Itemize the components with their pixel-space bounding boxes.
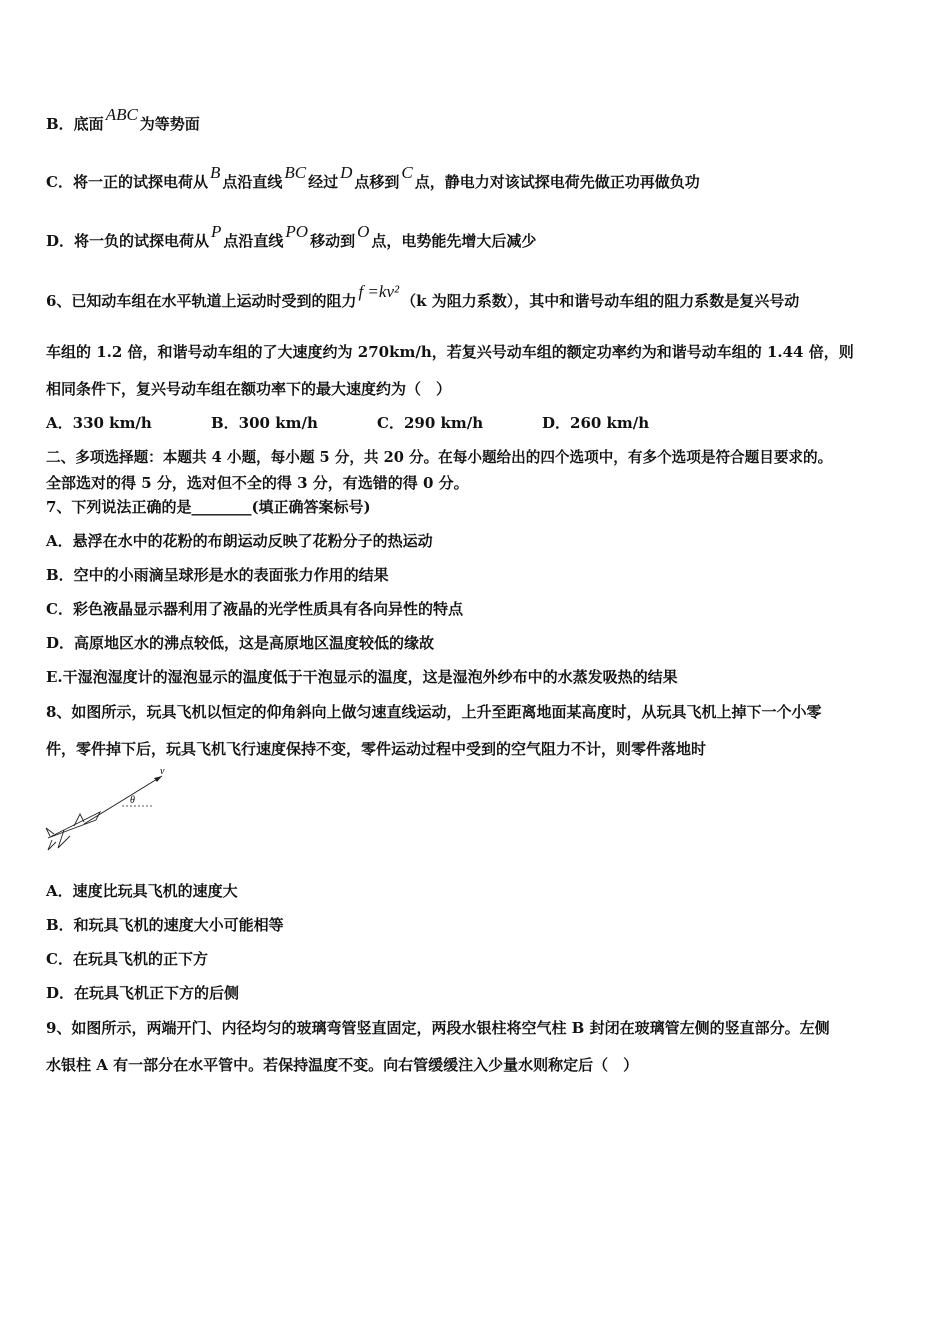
angle-label: θ — [130, 795, 135, 806]
math-symbol: BC — [284, 163, 307, 182]
option-text: D．将一负的试探电荷从 — [46, 232, 210, 250]
math-symbol: PO — [285, 222, 309, 241]
section2-heading-line2: 全部选对的得 5 分，选对但不全的得 3 分，有选错的得 0 分。 — [46, 474, 469, 492]
velocity-arrow-line — [84, 776, 162, 824]
math-symbol: D — [340, 163, 353, 182]
q6-option-b: B．300 km/h — [211, 414, 318, 432]
q7-stem: 7、下列说法正确的是________(填正确答案标号) — [46, 498, 371, 516]
q8-stem-line2: 件，零件掉下后，玩具飞机飞行速度保持不变，零件运动过程中受到的空气阻力不计，则零件落地时 — [46, 740, 707, 758]
q7-option-c: C．彩色液晶显示器利用了液晶的光学性质具有各向异性的特点 — [46, 600, 463, 618]
q6-stem-line3: 相同条件下，复兴号动车组在额功率下的最大速度约为（ ） — [46, 380, 452, 398]
q8-option-c: C．在玩具飞机的正下方 — [46, 950, 208, 968]
q7-option-d: D．高原地区水的沸点较低，这是高原地区温度较低的缘故 — [46, 634, 435, 652]
q6-stem-line1 — [46, 282, 800, 311]
option-text: 点沿直线 — [223, 232, 284, 250]
q6-option-a: A．330 km/h — [46, 414, 152, 432]
q5-option-c — [46, 163, 700, 192]
option-text: 点，静电力对该试探电荷先做正功再做负功 — [414, 173, 700, 191]
q8-option-a: A．速度比玩具飞机的速度大 — [46, 882, 238, 900]
toy-plane-icon — [46, 812, 100, 850]
toy-plane-figure — [44, 766, 174, 856]
q8-stem-line1: 8、如图所示，玩具飞机以恒定的仰角斜向上做匀速直线运动，上升至距离地面某高度时，从玩具飞机上掉下一个小零 — [46, 703, 822, 721]
math-symbol: O — [357, 222, 370, 241]
math-symbol: B — [209, 163, 221, 182]
q9-stem-line2: 水银柱 A 有一部分在水平管中。若保持温度不变。向右管缓缓注入少量水则称定后（ ） — [46, 1056, 639, 1074]
option-text: 点移到 — [354, 173, 400, 191]
q9-stem-line1: 9、如图所示，两端开门、内径均匀的玻璃弯管竖直固定，两段水银柱将空气柱 B 封闭在玻璃管左侧的竖直部分。左侧 — [46, 1019, 830, 1037]
velocity-label: v — [160, 766, 165, 777]
q7-option-b: B．空中的小雨滴呈球形是水的表面张力作用的结果 — [46, 566, 389, 584]
math-symbol: C — [401, 163, 413, 182]
q6-stem-line2: 车组的 1.2 倍，和谐号动车组的了大速度约为 270km/h，若复兴号动车组的额定功率约为和谐号动车组的 1.44 倍，则 — [46, 343, 854, 361]
math-symbol: P — [211, 222, 222, 241]
q5-option-d — [46, 222, 537, 251]
formula: f =kv² — [358, 282, 400, 301]
q8-option-d: D．在玩具飞机正下方的后侧 — [46, 984, 240, 1002]
section2-heading-line1: 二、多项选择题：本题共 4 小题，每小题 5 分，共 20 分。在每小题给出的四个选项中，有多个选项是符合题目要求的。 — [46, 449, 833, 466]
option-text: 点，电势能先增大后减少 — [371, 232, 537, 250]
option-text: C．将一正的试探电荷从 — [46, 173, 208, 191]
q5-option-b — [46, 105, 200, 134]
q8-option-b: B．和玩具飞机的速度大小可能相等 — [46, 916, 284, 934]
option-text: 点沿直线 — [222, 173, 283, 191]
question-text: 6、已知动车组在水平轨道上运动时受到的阻力 — [46, 292, 357, 310]
q7-option-a: A．悬浮在水中的花粉的布朗运动反映了花粉分子的热运动 — [46, 532, 433, 550]
question-text: （k 为阻力系数），其中和谐号动车组的阻力系数是复兴号动 — [401, 292, 800, 310]
option-text: B．底面 — [46, 115, 104, 133]
q7-option-e: E.干湿泡湿度计的湿泡显示的温度低于干泡显示的温度，这是湿泡外纱布中的水蒸发吸热的结果 — [46, 668, 678, 686]
math-symbol: ABC — [105, 105, 138, 124]
option-text: 经过 — [308, 173, 339, 191]
q6-option-d: D．260 km/h — [542, 414, 650, 432]
q6-option-c: C．290 km/h — [377, 414, 484, 432]
option-text: 为等势面 — [139, 115, 200, 133]
option-text: 移动到 — [310, 232, 356, 250]
